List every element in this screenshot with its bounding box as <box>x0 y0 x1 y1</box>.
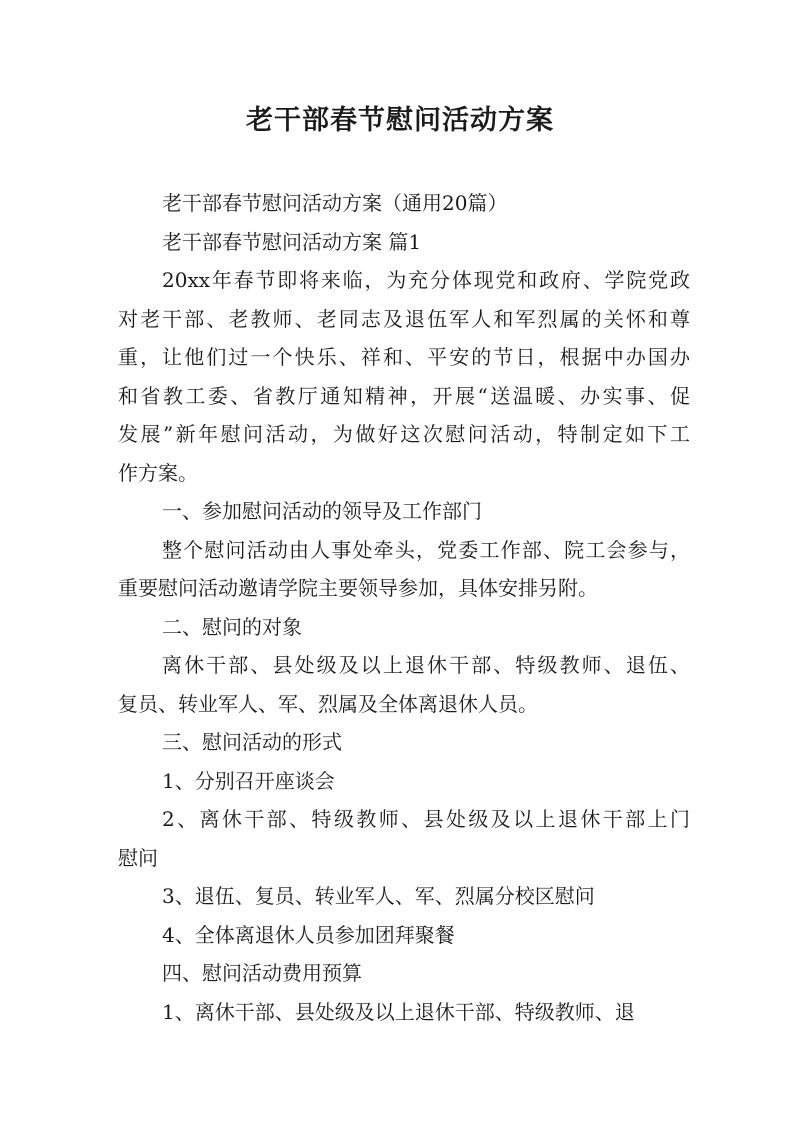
heading-2: 二、慰问的对象 <box>162 614 302 639</box>
paragraph-line: 20xx年春节即将来临，为充分体现党和政府、学院党政 <box>162 268 690 292</box>
paragraph-line: 对老干部、老教师、老同志及退伍军人和军烈属的关怀和尊 <box>118 306 690 331</box>
paragraph-line: 作方案。 <box>118 460 198 485</box>
section-heading: 老干部春节慰问活动方案 篇1 <box>162 229 422 254</box>
paragraph-line: 和省教工委、省教厅通知精神，开展“送温暖、办实事、促 <box>118 383 690 408</box>
paragraph-line: 慰问 <box>118 845 158 870</box>
document-subtitle: 老干部春节慰问活动方案（通用20篇） <box>162 191 508 215</box>
paragraph-line: 重，让他们过一个快乐、祥和、平安的节日，根据中办国办 <box>118 345 690 369</box>
form-item-4: 4、全体离退休人员参加团拜聚餐 <box>162 922 455 947</box>
form-item-3: 3、退伍、复员、转业军人、军、烈属分校区慰问 <box>162 884 595 908</box>
paragraph-2 <box>118 646 690 723</box>
form-item-2 <box>118 800 690 877</box>
paragraph-line: 2、离休干部、特级教师、县处级及以上退休干部上门 <box>162 807 690 831</box>
paragraph-1 <box>118 531 690 608</box>
paragraph-line: 整个慰问活动由人事处牵头，党委工作部、院工会参与， <box>162 537 690 562</box>
document-title: 老干部春节慰问活动方案 <box>246 105 554 136</box>
budget-item-1: 1、离休干部、县处级及以上退休干部、特级教师、退 <box>162 999 635 1024</box>
paragraph-line: 离休干部、县处级及以上退休干部、特级教师、退伍、 <box>162 653 690 677</box>
paragraph-line: 复员、转业军人、军、烈属及全体离退休人员。 <box>118 691 538 716</box>
document-body <box>118 184 690 1031</box>
heading-1: 一、参加慰问活动的领导及工作部门 <box>162 499 482 523</box>
heading-4: 四、慰问活动费用预算 <box>162 961 362 985</box>
paragraph-line: 发展”新年慰问活动，为做好这次慰问活动，特制定如下工 <box>118 422 690 446</box>
intro-paragraph <box>118 261 690 492</box>
paragraph-line: 重要慰问活动邀请学院主要领导参加，具体安排另附。 <box>118 576 598 600</box>
form-item-1: 1、分别召开座谈会 <box>162 768 335 793</box>
heading-3: 三、慰问活动的形式 <box>162 730 342 754</box>
